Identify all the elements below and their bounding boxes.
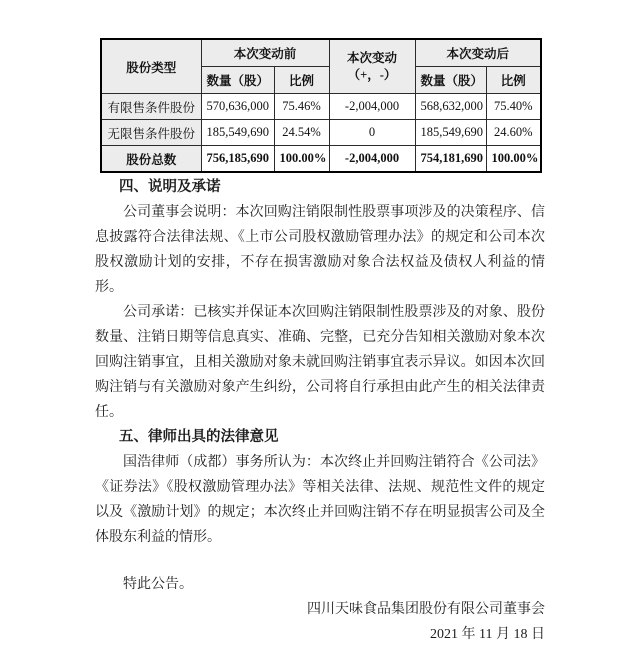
header-after-qty: 数量（股） (415, 67, 486, 94)
table-row-total (101, 146, 541, 173)
closing-signature: 四川天味食品集团股份有限公司董事会 (307, 602, 545, 617)
cell-total-before-qty: 756,185,690 (201, 146, 274, 173)
section-4-paragraph-2: 公司承诺：已核实并保证本次回购注销限制性股票涉及的对象、股份数量、注销日期等信息真实、准确、完整，已充分告知相关激励对象本次回购注销事宜，且相关激励对象未就回购注销事宜表示异议。如因本次回购注销与有关激励对象产生纠纷，公司将自行承担由此产生的相关法律责任。 (95, 305, 545, 420)
cell-unrestricted-after-qty: 185,549,690 (415, 120, 486, 146)
cell-unrestricted-before-qty: 185,549,690 (201, 120, 274, 146)
share-change-table (100, 38, 542, 173)
cell-total-after-qty: 754,181,690 (415, 146, 486, 173)
cell-unrestricted-after-ratio: 24.60% (486, 120, 541, 146)
cell-total-before-ratio: 100.00% (274, 146, 329, 173)
cell-unrestricted-change: 0 (329, 120, 415, 146)
header-after-ratio: 比例 (486, 67, 541, 94)
section-4-title: 四、说明及承诺 (119, 179, 221, 195)
header-change-line2: （+，-） (347, 67, 397, 82)
cell-restricted-after-qty: 568,632,000 (415, 94, 486, 120)
cell-total-after-ratio: 100.00% (486, 146, 541, 173)
closing-date: 2021 年 11 月 18 日 (430, 627, 545, 642)
section-5-paragraph-1: 国浩律师（成都）事务所认为：本次终止并回购注销符合《公司法》《证券法》《股权激励管理办法》等相关法律、法规、规范性文件的规定以及《激励计划》的规定；本次终止并回购注销不存在明显损害公司及全体股东利益的情形。 (95, 455, 545, 545)
cell-total-type: 股份总数 (101, 146, 201, 173)
cell-restricted-before-ratio: 75.46% (274, 94, 329, 120)
cell-unrestricted-before-ratio: 24.54% (274, 120, 329, 146)
header-after-change: 本次变动后 (415, 39, 541, 67)
cell-restricted-before-qty: 570,636,000 (201, 94, 274, 120)
share-change-table-header (101, 39, 541, 94)
header-change-line1: 本次变动 (347, 50, 398, 65)
cell-total-change: -2,004,000 (329, 146, 415, 173)
header-before-qty: 数量（股） (201, 67, 274, 94)
header-share-type: 股份类型 (101, 39, 201, 94)
cell-restricted-after-ratio: 75.40% (486, 94, 541, 120)
closing-notice: 特此公告。 (123, 577, 193, 592)
section-5-title: 五、律师出具的法律意见 (119, 429, 279, 445)
table-row-unrestricted (101, 120, 541, 146)
cell-restricted-change: -2,004,000 (329, 94, 415, 120)
table-row-restricted (101, 94, 541, 120)
header-before-change: 本次变动前 (201, 39, 329, 67)
cell-unrestricted-type: 无限售条件股份 (101, 120, 201, 146)
cell-restricted-type: 有限售条件股份 (101, 94, 201, 120)
section-4-paragraph-1: 公司董事会说明：本次回购注销限制性股票事项涉及的决策程序、信息披露符合法律法规、《上市公司股权激励管理办法》的规定和公司本次股权激励计划的安排，不存在损害激励对象合法权益及债权人利益的情形。 (95, 205, 545, 295)
header-before-ratio: 比例 (274, 67, 329, 94)
header-change (329, 39, 415, 94)
